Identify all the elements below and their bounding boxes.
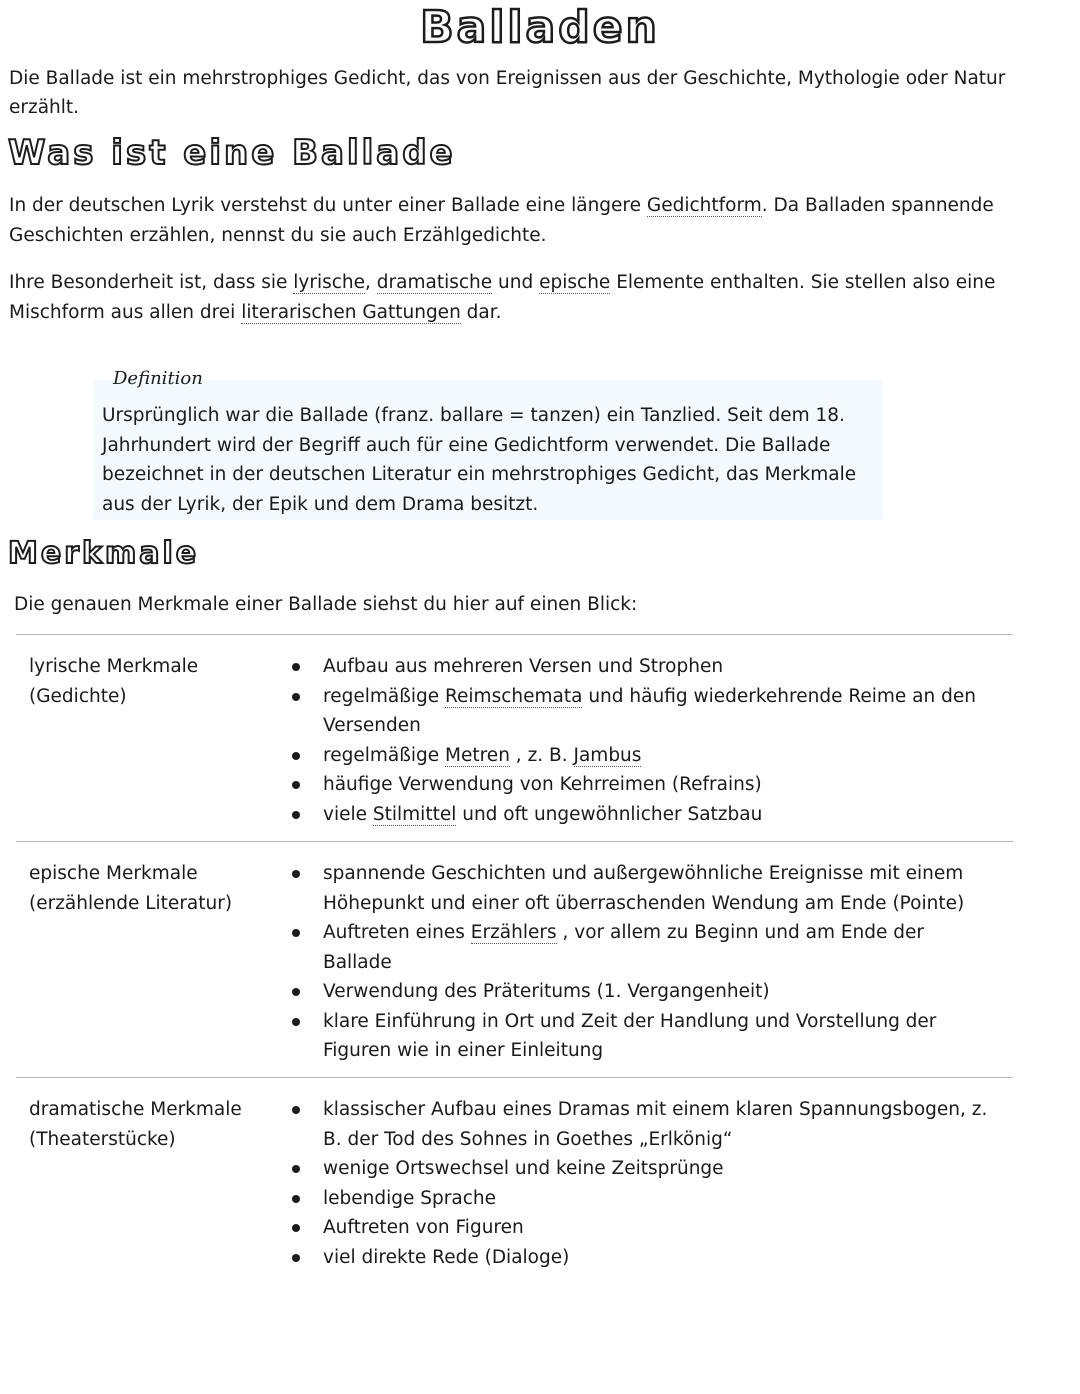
section-heading-merkmale: Merkmale [8, 536, 200, 571]
list-item: regelmäßige Reimschemata und häufig wiederkehrende Reime an den Versenden [290, 682, 990, 741]
link-reimschemata[interactable]: Reimschemata [445, 685, 583, 707]
definition-label: Definition [113, 368, 203, 389]
link-dramatische[interactable]: dramatische [376, 272, 493, 293]
link-lyrische[interactable]: lyrische [293, 272, 366, 293]
list-item: regelmäßige Metren , z. B. Jambus [290, 741, 990, 771]
list-item: viele Stilmittel und oft ungewöhnlicher Satzbau [290, 800, 990, 830]
list-item: Verwendung des Präteritums (1. Vergangenheit) [290, 977, 990, 1007]
paragraph-besonderheit: Ihre Besonderheit ist, dass sie lyrische, dramatische und epische Elemente enthalten. Sie stellen also eine Mischform aus allen drei literarischen Gattungen dar. [9, 272, 996, 323]
list-item: wenige Ortswechsel und keine Zeitsprünge [290, 1154, 990, 1184]
list-item: häufige Verwendung von Kehrreimen (Refrains) [290, 770, 990, 800]
link-jambus[interactable]: Jambus [573, 744, 642, 766]
list-item: viel direkte Rede (Dialoge) [290, 1243, 990, 1273]
category-dramatisch [29, 1095, 279, 1154]
category-title: epische Merkmale [29, 863, 198, 884]
list-lyrische-merkmale [290, 652, 990, 829]
category-subtitle: (Theaterstücke) [29, 1128, 176, 1150]
link-erzaehlers[interactable]: Erzählers [470, 922, 557, 943]
category-title: dramatische Merkmale [29, 1099, 242, 1120]
list-item: klassischer Aufbau eines Dramas mit einem klaren Spannungsbogen, z. B. der Tod des Sohnes in Goethes „Erlkönig“ [290, 1095, 990, 1154]
table-divider [16, 1077, 1013, 1078]
category-lyrisch [29, 652, 279, 711]
link-gedichtform[interactable]: Gedichtform [646, 195, 762, 216]
intro-text: Die Ballade ist ein mehrstrophiges Gedicht, das von Ereignissen aus der Geschichte, Mythologie oder Natur erzählt. [9, 68, 1006, 118]
category-episch [29, 859, 279, 918]
link-epische[interactable]: epische [539, 272, 611, 293]
category-subtitle: (Gedichte) [29, 685, 127, 707]
table-divider [16, 841, 1013, 842]
category-subtitle: (erzählende Literatur) [29, 892, 233, 914]
list-item: klare Einführung in Ort und Zeit der Handlung und Vorstellung der Figuren wie in einer Einleitung [290, 1007, 990, 1066]
list-item: spannende Geschichten und außergewöhnliche Ereignisse mit einem Höhepunkt und einer oft überraschenden Wendung am Ende (Pointe) [290, 859, 990, 918]
category-title: lyrische Merkmale [29, 656, 199, 677]
page-title: Balladen [420, 2, 660, 53]
list-item: lebendige Sprache [290, 1184, 990, 1214]
list-dramatische-merkmale [290, 1095, 990, 1272]
paragraph-gedichtform: In der deutschen Lyrik verstehst du unter einer Ballade eine längere Gedichtform. Da Balladen spannende Geschichten erzählen, nennst du sie auch Erzählgedichte. [9, 195, 994, 246]
link-metren[interactable]: Metren [445, 744, 510, 766]
list-epische-merkmale [290, 859, 990, 1066]
link-literarische-gattungen[interactable]: literarischen Gattungen [241, 301, 461, 323]
table-divider [16, 634, 1013, 635]
list-item: Auftreten eines Erzählers , vor allem zu Beginn und am Ende der Ballade [290, 918, 990, 977]
link-stilmittel[interactable]: Stilmittel [372, 803, 457, 825]
list-item: Aufbau aus mehreren Versen und Strophen [290, 652, 990, 682]
merkmale-lead-text: Die genauen Merkmale einer Ballade siehst du hier auf einen Blick: [14, 594, 638, 615]
definition-text: Ursprünglich war die Ballade (franz. ballare = tanzen) ein Tanzlied. Seit dem 18. Jahrhundert wird der Begriff auch für eine Gedichtform verwendet. Die Ballade bezeichnet in der deutschen Literatur ein mehrstrophiges Gedicht, das Merkmale aus der Lyrik, der Epik und dem Drama besitzt. [102, 405, 857, 515]
list-item: Auftreten von Figuren [290, 1213, 990, 1243]
section-heading-was-ist-eine-ballade: Was ist eine Ballade [8, 133, 456, 173]
